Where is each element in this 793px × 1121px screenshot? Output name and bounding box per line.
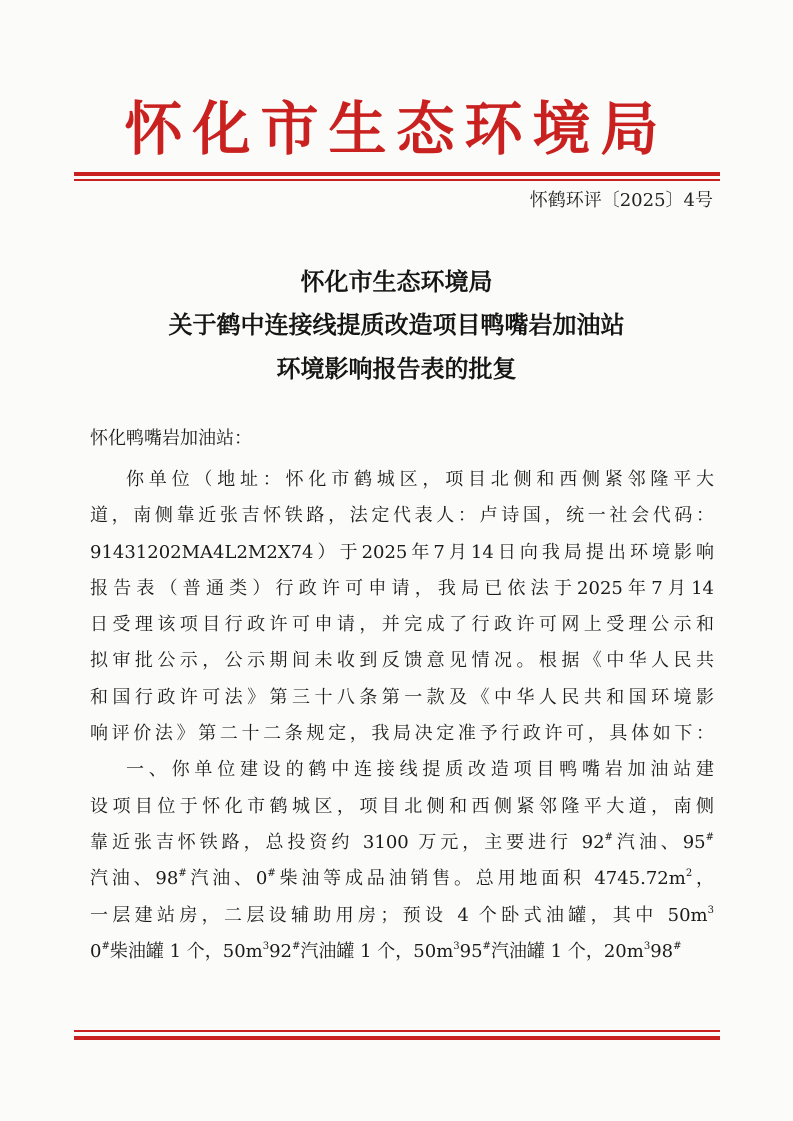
header-red-rule — [74, 172, 720, 176]
body-line: 一、你单位建设的鹤中连接线提质改造项目鸭嘴岩加油站建 — [126, 759, 714, 781]
body-line: 设项目位于怀化市鹤城区，项目北侧和西侧紧邻隆平大道，南侧 — [90, 795, 714, 817]
footer-red-rule — [74, 1036, 720, 1040]
body-line: 91431202MA4L2M2X74）于2025年7月14日向我局提出环境影响 — [90, 541, 714, 563]
body-line: 道，南侧靠近张吉怀铁路，法定代表人：卢诗国，统一社会代码： — [90, 505, 714, 527]
body-line: 0#柴油罐 1 个，$50m^392^{\#}$汽油罐 1 个，$50m^395^{\#}$汽油罐 1 个，$20m^398^{\#}$ — [90, 940, 682, 962]
body-text — [90, 462, 714, 970]
header-red-rule-thin — [74, 179, 720, 181]
body-line: 拟审批公示，公示期间未收到反馈意见情况。根据《中华人民共 — [90, 650, 714, 672]
title-line-2: 关于鹤中连接线提质改造项目鸭嘴岩加油站 — [168, 311, 625, 339]
body-line: 汽油、98#汽油、0#柴油等成品油销售。总用地面积 $4745.72m^2$， — [90, 868, 715, 890]
body-line: 你单位（地址：怀化市鹤城区，项目北侧和西侧紧邻隆平大 — [126, 469, 714, 490]
body-line: 一层建站房，二层设辅助用房；预设 4 个卧式油罐，其中 $50m^3$ — [90, 904, 714, 926]
document-number: 怀鹤环评〔2025〕4号 — [529, 190, 713, 211]
agency-masthead: 怀化市生态环境局 — [124, 95, 669, 163]
body-line: 和国行政许可法》第三十八条第一款及《中华人民共和国环境影 — [90, 686, 714, 708]
recipient: 怀化鸭嘴岩加油站： — [90, 428, 252, 449]
body-line: 报告表（普通类）行政许可申请，我局已依法于2025年7月14 — [90, 577, 714, 599]
title-line-3: 环境影响报告表的批复 — [276, 355, 517, 383]
title-line-1: 怀化市生态环境局 — [300, 268, 493, 296]
body-line: 日受理该项目行政许可申请，并完成了行政许可网上受理公示和 — [90, 614, 714, 636]
body-line: 响评价法》第二十二条规定，我局决定准予行政许可，具体如下： — [90, 723, 714, 745]
footer-red-rule-thin — [74, 1030, 720, 1032]
body-line: 靠近张吉怀铁路，总投资约 3100 万元，主要进行 92#汽油、95# — [90, 831, 714, 853]
